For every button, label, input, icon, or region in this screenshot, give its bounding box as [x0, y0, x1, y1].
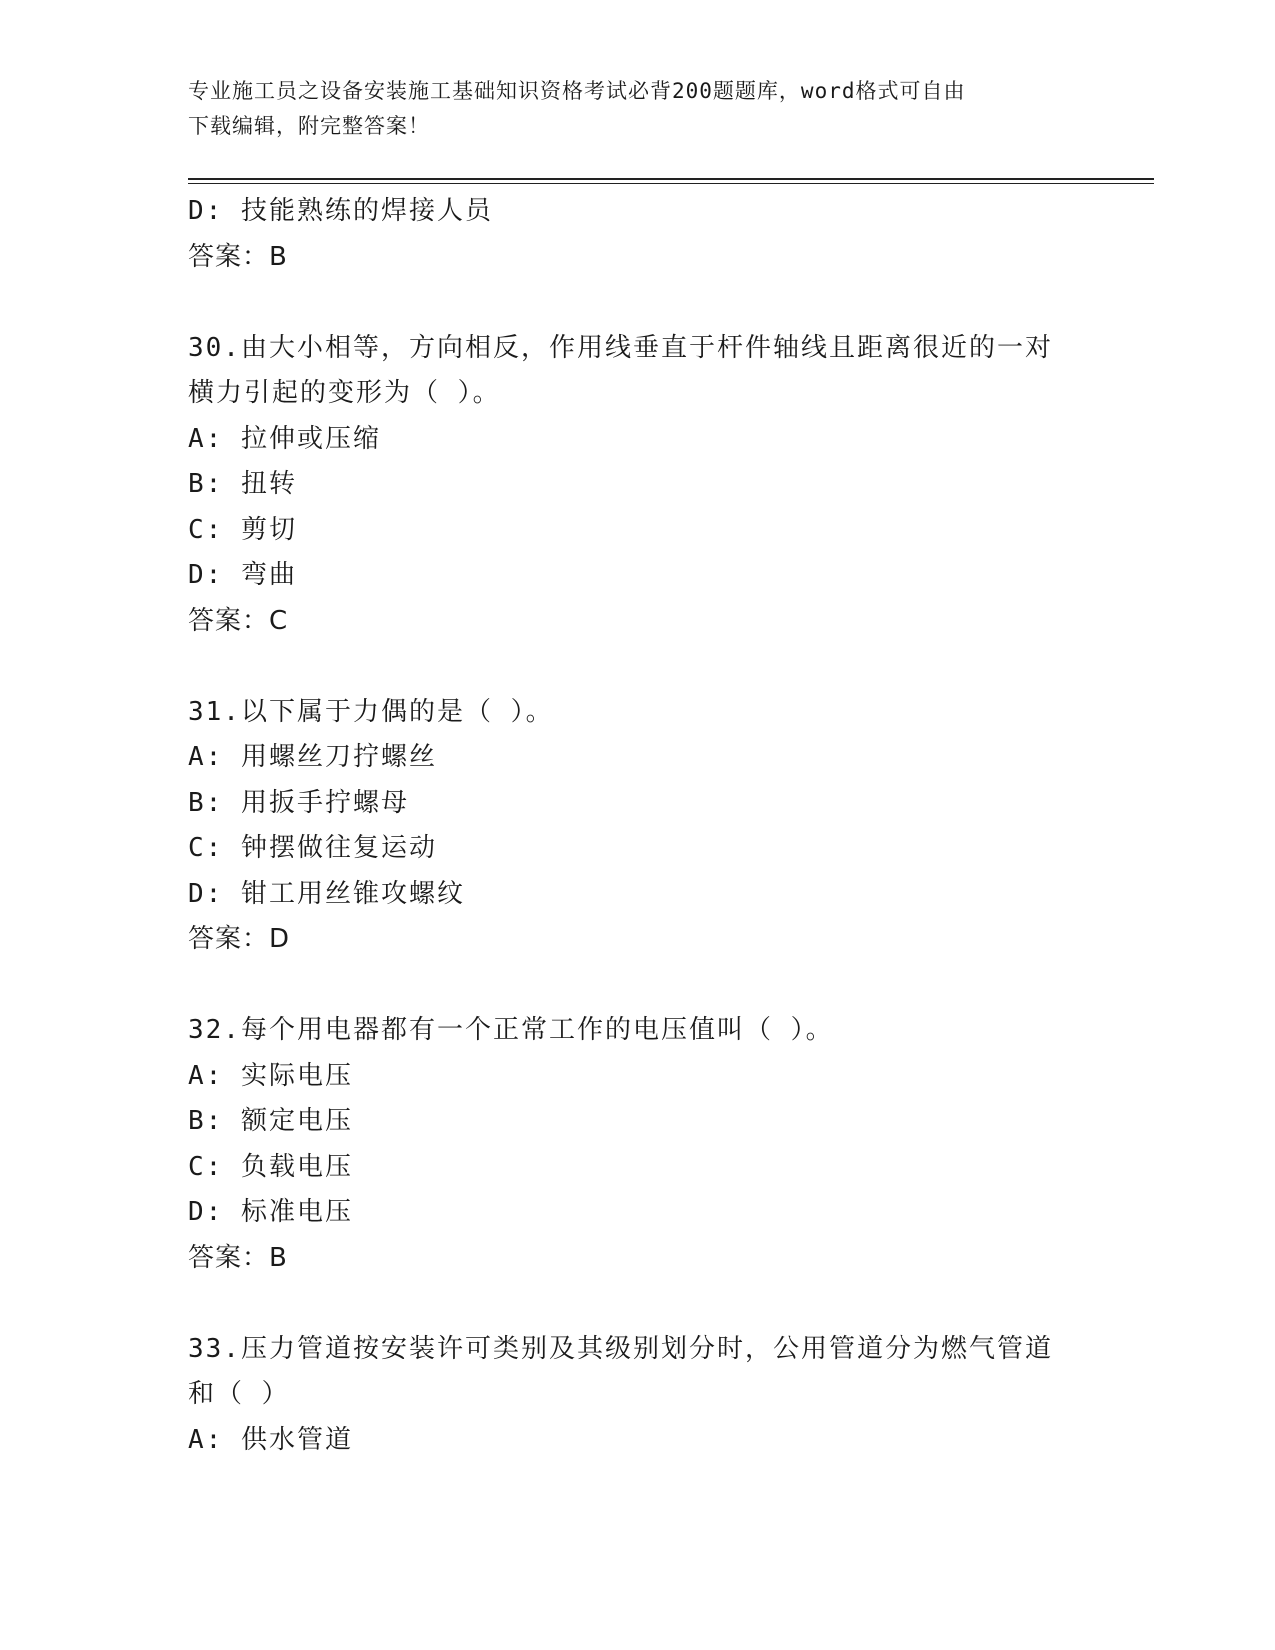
header-divider-thick: [188, 178, 1154, 180]
question-list: [188, 189, 1088, 1463]
option-c: C: 负载电压: [188, 1151, 353, 1182]
question-block-29-tail: [188, 189, 1088, 280]
option-b: B: 扭转: [188, 469, 297, 499]
question-stem: 31.以下属于力偶的是（ ）。: [188, 696, 554, 727]
page-header: [188, 74, 1068, 144]
header-line-2: 下载编辑，附完整答案！: [188, 114, 430, 138]
question-block-31: [188, 690, 1088, 963]
question-block-30: [188, 326, 1088, 645]
header-line-1: 专业施工员之设备安装施工基础知识资格考试必背200题题库，word格式可自由: [188, 79, 966, 103]
answer-line: 答案：B: [188, 1242, 288, 1273]
question-stem: 30.由大小相等，方向相反，作用线垂直于杆件轴线且距离很近的一对: [188, 332, 1053, 363]
question-stem: 32.每个用电器都有一个正常工作的电压值叫（ ）。: [188, 1015, 834, 1045]
option-a: A: 用螺丝刀拧螺丝: [188, 742, 437, 772]
question-stem: 33.压力管道按安装许可类别及其级别划分时，公用管道分为燃气管道: [188, 1333, 1053, 1364]
option-d: D: 标准电压: [188, 1197, 353, 1227]
option-d: D: 技能熟练的焊接人员: [188, 196, 493, 226]
option-c: C: 剪切: [188, 514, 297, 545]
question-block-32: [188, 1008, 1088, 1281]
option-b: B: 额定电压: [188, 1106, 353, 1136]
question-stem-continued: 横力引起的变形为（ ）。: [188, 378, 501, 408]
answer-line: 答案：B: [188, 241, 288, 272]
answer-line: 答案：D: [188, 924, 291, 954]
answer-line: 答案：C: [188, 605, 289, 636]
header-divider-thin: [188, 183, 1154, 184]
option-d: D: 弯曲: [188, 560, 297, 590]
question-stem-continued: 和（ ）: [188, 1379, 290, 1409]
option-a: A: 实际电压: [188, 1060, 353, 1091]
question-block-33: [188, 1327, 1088, 1464]
option-c: C: 钟摆做往复运动: [188, 833, 437, 863]
option-b: B: 用扳手拧螺母: [188, 787, 409, 818]
option-a: A: 供水管道: [188, 1424, 353, 1455]
option-d: D: 钳工用丝锥攻螺纹: [188, 878, 465, 909]
option-a: A: 拉伸或压缩: [188, 423, 381, 454]
